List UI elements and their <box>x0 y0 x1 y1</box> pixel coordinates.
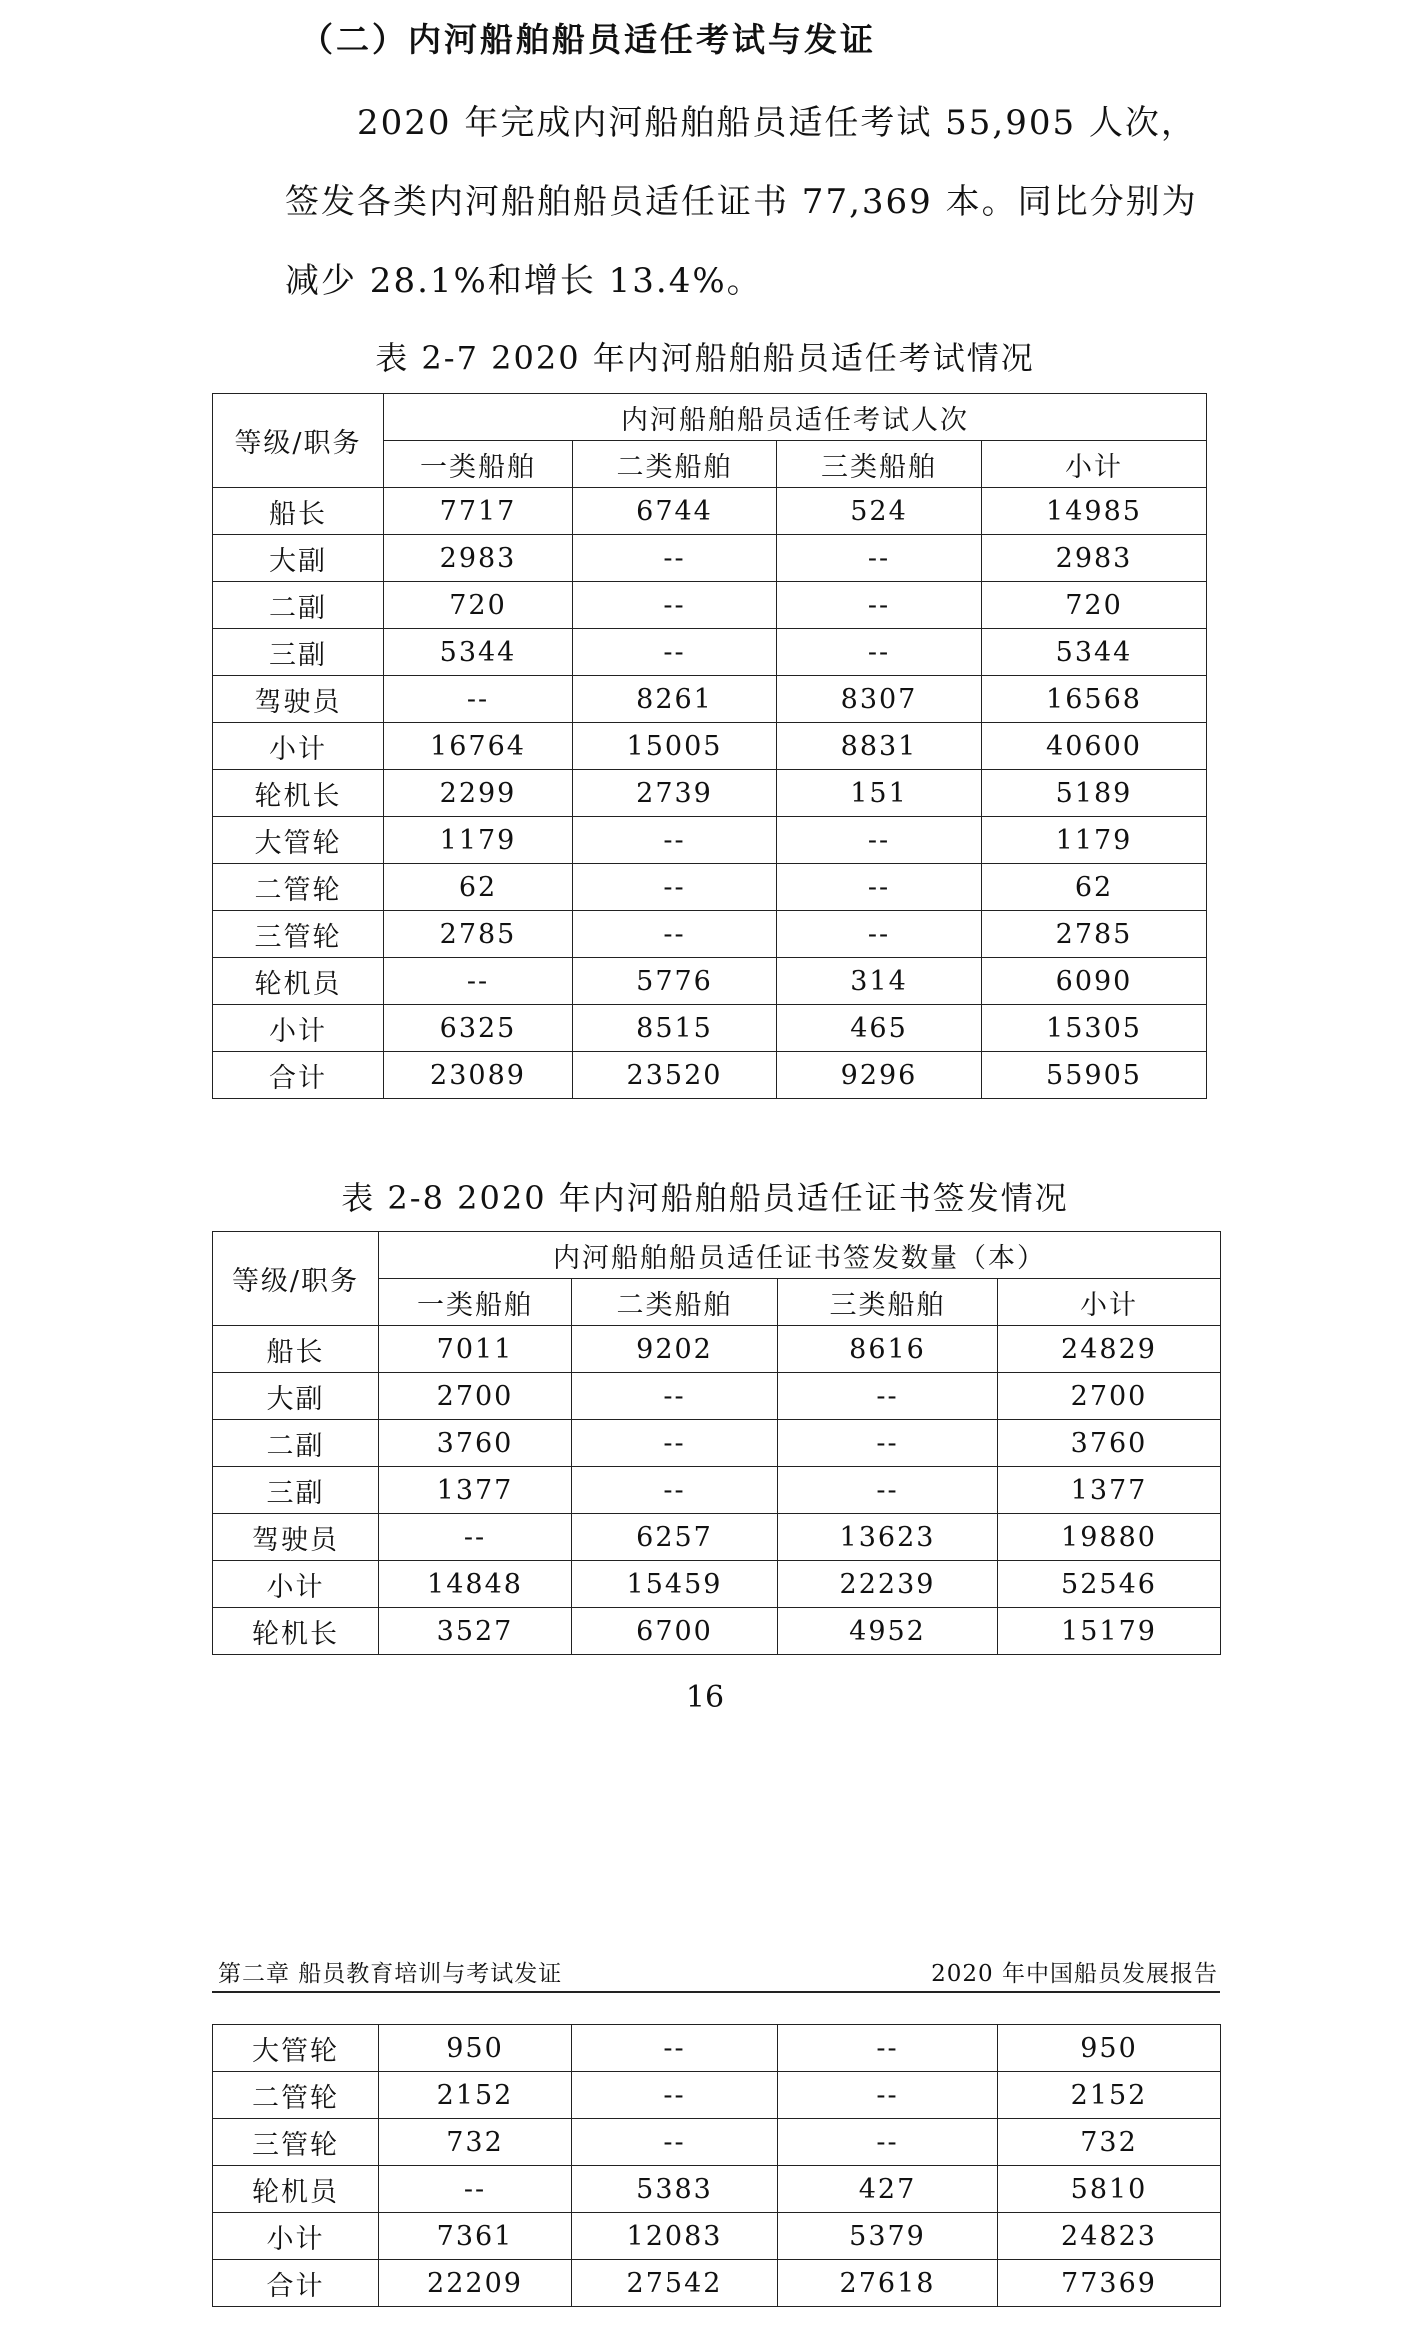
table-cell: 6700 <box>572 1608 778 1655</box>
table-cell: 5776 <box>573 958 777 1005</box>
table-row <box>213 864 1207 911</box>
row-label: 大副 <box>213 535 384 582</box>
table1-caption: 表 2-7 2020 年内河船舶船员适任考试情况 <box>375 339 1035 377</box>
table-cell: 3760 <box>998 1420 1221 1467</box>
table-cell: 5344 <box>982 629 1207 676</box>
table-cell: -- <box>573 629 777 676</box>
row-header: 等级/职务 <box>213 1232 379 1326</box>
table-cell: -- <box>572 2072 778 2119</box>
table-cell: -- <box>572 1373 778 1420</box>
table-cell: 62 <box>384 864 573 911</box>
table-cell: 2152 <box>379 2072 572 2119</box>
table-cell: 24823 <box>998 2213 1221 2260</box>
table-cell: 55905 <box>982 1052 1207 1099</box>
table-cell: 52546 <box>998 1561 1221 1608</box>
table-cell: 15459 <box>572 1561 778 1608</box>
row-label: 驾驶员 <box>213 676 384 723</box>
table-cell: -- <box>573 582 777 629</box>
table-row <box>213 1052 1207 1099</box>
table-cell: 16764 <box>384 723 573 770</box>
table-row <box>213 1467 1221 1514</box>
row-label: 大管轮 <box>213 2025 379 2072</box>
header-rule <box>212 1991 1220 1993</box>
row-label: 三副 <box>213 629 384 676</box>
table-cell: 1377 <box>998 1467 1221 1514</box>
row-label: 合计 <box>213 1052 384 1099</box>
table-cell: -- <box>384 958 573 1005</box>
table-row <box>213 2025 1221 2072</box>
table-cell: 24829 <box>998 1326 1221 1373</box>
table-cell: 5344 <box>384 629 573 676</box>
row-label: 小计 <box>213 723 384 770</box>
table-cell: -- <box>777 864 982 911</box>
row-label: 三副 <box>213 1467 379 1514</box>
row-label: 轮机长 <box>213 770 384 817</box>
row-label: 小计 <box>213 1005 384 1052</box>
section-heading: （二）内河船舶船员适任考试与发证 <box>300 20 876 59</box>
table-cell: -- <box>778 1373 998 1420</box>
running-header-right: 2020 年中国船员发展报告 <box>931 1961 1218 1987</box>
table-cell: 2700 <box>379 1373 572 1420</box>
row-label: 合计 <box>213 2260 379 2307</box>
table-cell: 2739 <box>573 770 777 817</box>
table-cell: 40600 <box>982 723 1207 770</box>
table-cell: 14985 <box>982 488 1207 535</box>
summary-paragraph: 2020 年完成内河船舶船员适任考试 55,905 人次，签发各类内河船舶船员适任证书 77,369 本。同比分别为减少 28.1%和增长 13.4%。 <box>285 103 1198 301</box>
table-cell: 6257 <box>572 1514 778 1561</box>
table-cell: -- <box>777 817 982 864</box>
exam-table <box>212 393 1207 1099</box>
table-cell: 5810 <box>998 2166 1221 2213</box>
table-cell: 6325 <box>384 1005 573 1052</box>
table-cell: 2152 <box>998 2072 1221 2119</box>
table-cell: 16568 <box>982 676 1207 723</box>
table-cell: -- <box>572 2025 778 2072</box>
row-label: 船长 <box>213 488 384 535</box>
table-cell: 1179 <box>384 817 573 864</box>
table-row <box>213 1373 1221 1420</box>
table2-caption: 表 2-8 2020 年内河船舶船员适任证书签发情况 <box>341 1179 1069 1217</box>
group-header: 内河船舶船员适任证书签发数量（本） <box>379 1232 1221 1279</box>
group-header: 内河船舶船员适任考试人次 <box>384 394 1207 441</box>
column-header: 小计 <box>998 1279 1221 1326</box>
table-cell: 12083 <box>572 2213 778 2260</box>
table-row <box>213 2119 1221 2166</box>
table-cell: 8515 <box>573 1005 777 1052</box>
table-cell: 3760 <box>379 1420 572 1467</box>
table-cell: 23520 <box>573 1052 777 1099</box>
table-cell: 19880 <box>998 1514 1221 1561</box>
table-cell: 15305 <box>982 1005 1207 1052</box>
table-cell: 62 <box>982 864 1207 911</box>
table-cell: -- <box>778 2119 998 2166</box>
table-row <box>213 1420 1221 1467</box>
table-row <box>213 2166 1221 2213</box>
table-row <box>213 629 1207 676</box>
column-header: 小计 <box>982 441 1207 488</box>
table-row <box>213 958 1207 1005</box>
row-label: 小计 <box>213 2213 379 2260</box>
table-cell: 720 <box>384 582 573 629</box>
row-header: 等级/职务 <box>213 394 384 488</box>
table-cell: 3527 <box>379 1608 572 1655</box>
row-label: 轮机长 <box>213 1608 379 1655</box>
certificate-table <box>212 1231 1221 1655</box>
table-row <box>213 1326 1221 1373</box>
table-cell: 720 <box>982 582 1207 629</box>
table-cell: 5379 <box>778 2213 998 2260</box>
table-row <box>213 1608 1221 1655</box>
table-row <box>213 676 1207 723</box>
table-cell: 8261 <box>573 676 777 723</box>
table-cell: 5189 <box>982 770 1207 817</box>
running-header-left: 第二章 船员教育培训与考试发证 <box>218 1961 563 1987</box>
row-label: 二管轮 <box>213 864 384 911</box>
table-row <box>213 535 1207 582</box>
table-row <box>213 1005 1207 1052</box>
table-cell: 1377 <box>379 1467 572 1514</box>
table-cell: -- <box>573 864 777 911</box>
table-row <box>213 2260 1221 2307</box>
row-label: 二副 <box>213 582 384 629</box>
table-cell: 1179 <box>982 817 1207 864</box>
table-cell: 22239 <box>778 1561 998 1608</box>
table-row <box>213 582 1207 629</box>
certificate-table-continued <box>212 2024 1221 2307</box>
table-cell: 950 <box>998 2025 1221 2072</box>
table-cell: -- <box>778 1467 998 1514</box>
row-label: 二管轮 <box>213 2072 379 2119</box>
table-cell: 2299 <box>384 770 573 817</box>
page-number: 16 <box>685 1680 725 1715</box>
table-cell: 27618 <box>778 2260 998 2307</box>
table-cell: 13623 <box>778 1514 998 1561</box>
table-cell: 8616 <box>778 1326 998 1373</box>
table-cell: 23089 <box>384 1052 573 1099</box>
table-cell: 15179 <box>998 1608 1221 1655</box>
table-cell: -- <box>777 582 982 629</box>
table-row <box>213 488 1207 535</box>
table-cell: 524 <box>777 488 982 535</box>
table-cell: 314 <box>777 958 982 1005</box>
table-row <box>213 2072 1221 2119</box>
table-cell: 8307 <box>777 676 982 723</box>
table-cell: 732 <box>379 2119 572 2166</box>
table-row <box>213 1514 1221 1561</box>
table-cell: -- <box>778 1420 998 1467</box>
column-header: 二类船舶 <box>572 1279 778 1326</box>
table-row <box>213 1561 1221 1608</box>
row-label: 船长 <box>213 1326 379 1373</box>
table-cell: -- <box>778 2072 998 2119</box>
column-header: 一类船舶 <box>384 441 573 488</box>
table-cell: -- <box>573 535 777 582</box>
row-label: 二副 <box>213 1420 379 1467</box>
table-cell: -- <box>379 1514 572 1561</box>
table-cell: -- <box>379 2166 572 2213</box>
column-header: 二类船舶 <box>573 441 777 488</box>
table-cell: -- <box>573 911 777 958</box>
table-cell: 427 <box>778 2166 998 2213</box>
row-label: 轮机员 <box>213 958 384 1005</box>
row-label: 三管轮 <box>213 911 384 958</box>
row-label: 小计 <box>213 1561 379 1608</box>
table-cell: 9202 <box>572 1326 778 1373</box>
table-cell: 732 <box>998 2119 1221 2166</box>
row-label: 驾驶员 <box>213 1514 379 1561</box>
table-cell: 14848 <box>379 1561 572 1608</box>
table-row <box>213 911 1207 958</box>
table-cell: -- <box>572 1467 778 1514</box>
table-cell: -- <box>778 2025 998 2072</box>
table-cell: -- <box>777 629 982 676</box>
table-cell: 2983 <box>982 535 1207 582</box>
table-cell: 950 <box>379 2025 572 2072</box>
table-cell: 27542 <box>572 2260 778 2307</box>
column-header: 一类船舶 <box>379 1279 572 1326</box>
table-cell: 5383 <box>572 2166 778 2213</box>
table-row <box>213 723 1207 770</box>
table-cell: 151 <box>777 770 982 817</box>
table-cell: 9296 <box>777 1052 982 1099</box>
table-cell: 6744 <box>573 488 777 535</box>
table-cell: 6090 <box>982 958 1207 1005</box>
column-header: 三类船舶 <box>778 1279 998 1326</box>
table-row <box>213 2213 1221 2260</box>
table-cell: 7361 <box>379 2213 572 2260</box>
table-cell: -- <box>384 676 573 723</box>
table-cell: 8831 <box>777 723 982 770</box>
row-label: 轮机员 <box>213 2166 379 2213</box>
table-cell: 2785 <box>384 911 573 958</box>
table-row <box>213 770 1207 817</box>
row-label: 三管轮 <box>213 2119 379 2166</box>
table-cell: 2700 <box>998 1373 1221 1420</box>
column-header: 三类船舶 <box>777 441 982 488</box>
table-cell: 77369 <box>998 2260 1221 2307</box>
table-cell: -- <box>777 535 982 582</box>
table-cell: 4952 <box>778 1608 998 1655</box>
row-label: 大管轮 <box>213 817 384 864</box>
table-cell: 15005 <box>573 723 777 770</box>
table-cell: 2983 <box>384 535 573 582</box>
table-cell: 7717 <box>384 488 573 535</box>
table-cell: -- <box>777 911 982 958</box>
row-label: 大副 <box>213 1373 379 1420</box>
table-cell: 465 <box>777 1005 982 1052</box>
table-cell: 2785 <box>982 911 1207 958</box>
table-cell: -- <box>573 817 777 864</box>
table-row <box>213 817 1207 864</box>
table-cell: -- <box>572 1420 778 1467</box>
table-cell: 7011 <box>379 1326 572 1373</box>
table-cell: 22209 <box>379 2260 572 2307</box>
table-cell: -- <box>572 2119 778 2166</box>
